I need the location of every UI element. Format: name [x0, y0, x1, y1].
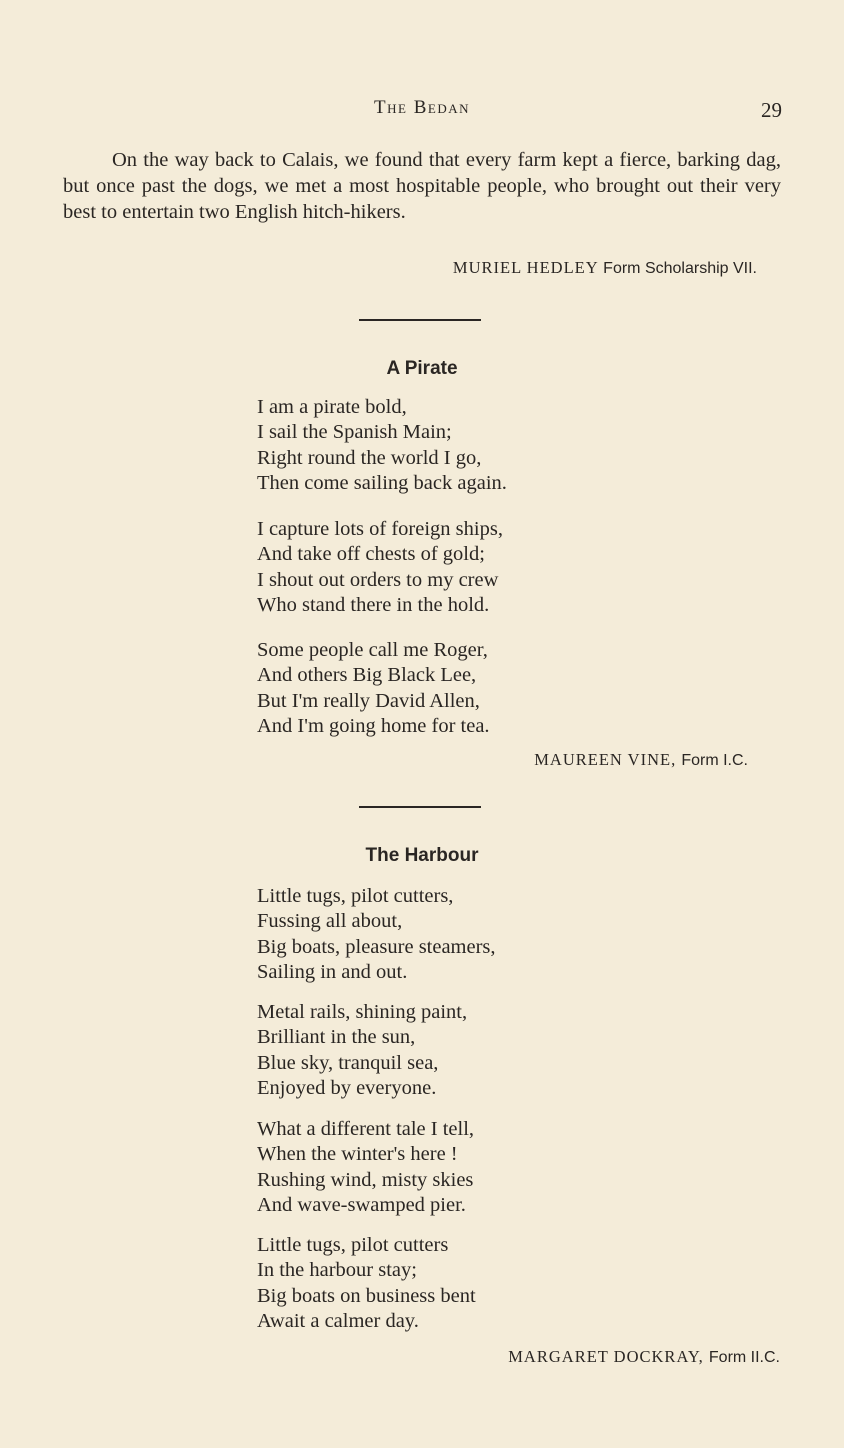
poem-line: Some people call me Roger,: [257, 639, 488, 661]
poem-form: Form II.C.: [708, 1349, 780, 1366]
section-divider: [359, 319, 481, 321]
poem-line: What a different tale I tell,: [257, 1118, 475, 1140]
poem-line: I am a pirate bold,: [257, 396, 407, 418]
poem-line: When the winter's here !: [257, 1143, 458, 1166]
prose-author: MURIEL HEDLEY: [452, 258, 599, 277]
poem-title-harbour: The Harbour: [365, 845, 479, 866]
poem-line: And I'm going home for tea.: [257, 714, 490, 737]
stanza: [257, 1000, 467, 1101]
poem-signature-pirate: [534, 750, 748, 770]
poem-line: Fussing all about,: [257, 910, 403, 933]
poem-line: In the harbour stay;: [257, 1259, 417, 1282]
stanza: [257, 395, 507, 496]
poem-line: Who stand there in the hold.: [257, 593, 490, 616]
poem-line: And others Big Black Lee,: [257, 664, 477, 687]
poem-line: And wave-swamped pier.: [257, 1193, 466, 1216]
running-header: The Bedan: [374, 97, 470, 118]
poem-line: Await a calmer day.: [257, 1309, 419, 1332]
page-number: 29: [761, 98, 782, 122]
poem-author: MARGARET DOCKRAY,: [508, 1347, 704, 1366]
poem-author: MAUREEN VINE,: [534, 750, 677, 769]
poem-title-pirate: A Pirate: [386, 358, 458, 379]
stanza: [257, 884, 496, 985]
stanza: [257, 1233, 476, 1334]
poem-line: Little tugs, pilot cutters: [257, 1234, 449, 1256]
poem-line: Little tugs, pilot cutters,: [257, 885, 454, 907]
prose-paragraph: On the way back to Calais, we found that every farm kept a fierce, barking dag, but once past the dogs, we met a most hospitable people, who brought out their very best to entertain two English hitch-hikers.: [63, 149, 781, 223]
poem-line: Big boats on business bent: [257, 1284, 476, 1307]
poem-line: Enjoyed by everyone.: [257, 1076, 437, 1099]
poem-line: Then come sailing back again.: [257, 471, 507, 494]
section-divider: [359, 806, 481, 808]
prose-form: Form Scholarship VII.: [603, 260, 757, 277]
poem-line: Right round the world I go,: [257, 446, 482, 469]
poem-signature-harbour: [508, 1347, 780, 1367]
prose-signature: [453, 258, 757, 278]
stanza: [257, 638, 490, 739]
poem-line: Brilliant in the sun,: [257, 1026, 416, 1049]
poem-line: I capture lots of foreign ships,: [257, 518, 503, 540]
poem-line: I sail the Spanish Main;: [257, 421, 452, 444]
stanza: [257, 517, 503, 618]
poem-line: I shout out orders to my crew: [257, 568, 499, 591]
poem-line: Big boats, pleasure steamers,: [257, 935, 496, 958]
poem-form: Form I.C.: [681, 752, 748, 769]
poem-line: Rushing wind, misty skies: [257, 1168, 474, 1191]
poem-line: Metal rails, shining paint,: [257, 1001, 468, 1023]
poem-line: Blue sky, tranquil sea,: [257, 1051, 439, 1074]
poem-line: And take off chests of gold;: [257, 543, 485, 566]
poem-line: But I'm really David Allen,: [257, 689, 480, 712]
poem-line: Sailing in and out.: [257, 960, 408, 983]
stanza: [257, 1117, 474, 1218]
